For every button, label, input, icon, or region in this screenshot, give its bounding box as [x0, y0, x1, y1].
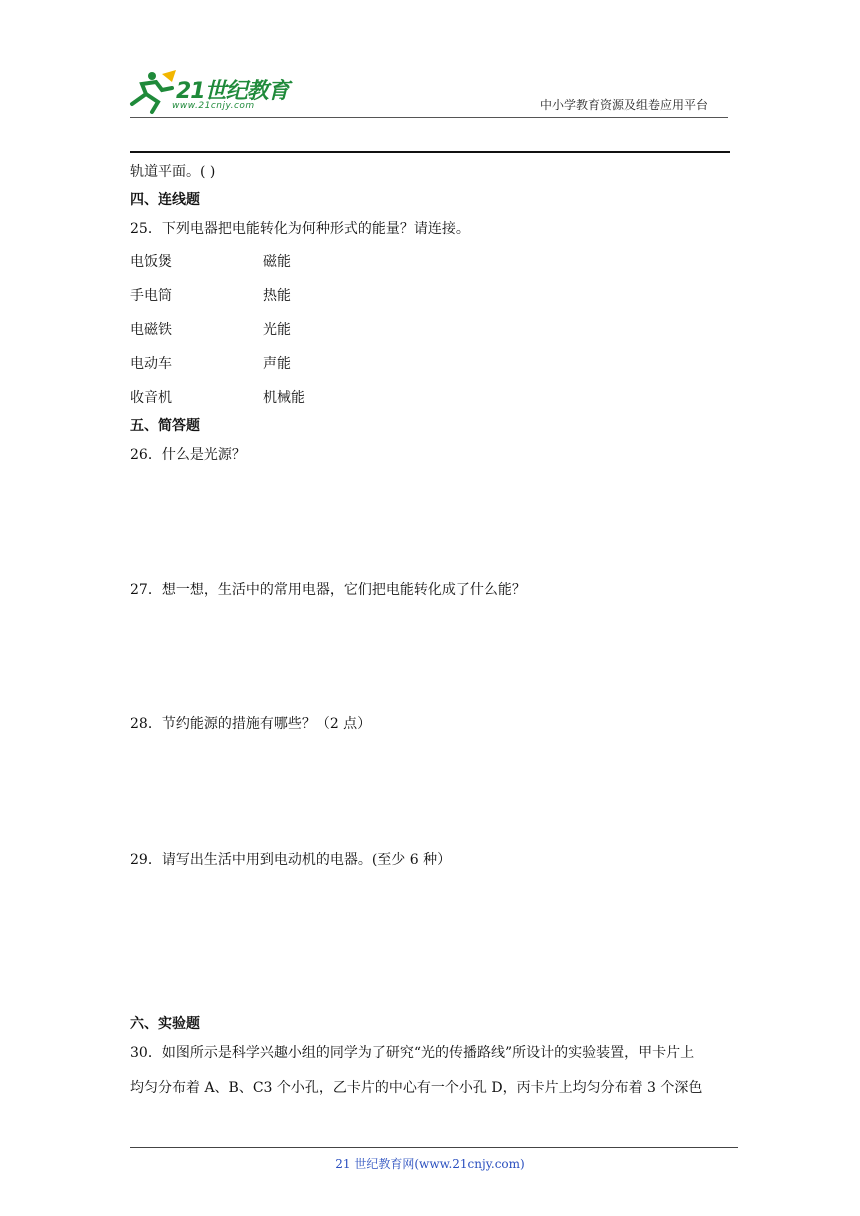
appliance-item: 电饭煲: [130, 254, 172, 270]
question-28: 28．节约能源的措施有哪些？（2 点）: [130, 716, 372, 732]
section-heading-experiment: 六、实验题: [130, 1016, 200, 1032]
question-26: 26．什么是光源？: [130, 447, 246, 463]
question-29: 29．请写出生活中用到电动机的电器。(至少 6 种）: [130, 852, 452, 868]
energy-item: 声能: [263, 356, 291, 372]
section-heading-matching: 四、连线题: [130, 192, 200, 208]
question-30-line-2: 均匀分布着 A、B、C3 个小孔，乙卡片的中心有一个小孔 D，丙卡片上均匀分布着 3 个深色: [130, 1080, 703, 1096]
energy-item: 光能: [263, 322, 291, 338]
continuation-text: 轨道平面。( ): [130, 164, 216, 180]
question-25: 25．下列电器把电能转化为何种形式的能量？请连接。: [130, 221, 470, 237]
runner-icon: [132, 70, 176, 112]
header-tagline: 中小学教育资源及组卷应用平台: [540, 98, 709, 112]
question-30-line-1: 30．如图所示是科学兴趣小组的同学为了研究“光的传播路线”所设计的实验装置，甲卡片上: [130, 1045, 695, 1061]
footer-divider: [130, 1147, 738, 1148]
energy-item: 磁能: [263, 254, 291, 270]
footer-text: 21 世纪教育网(www.21cnjy.com): [335, 1157, 525, 1171]
appliance-item: 电动车: [130, 356, 172, 372]
section-heading-short-answer: 五、简答题: [130, 418, 200, 434]
appliance-item: 电磁铁: [130, 322, 172, 338]
energy-item: 热能: [263, 288, 291, 304]
question-27: 27．想一想，生活中的常用电器，它们把电能转化成了什么能？: [130, 582, 526, 598]
header-divider: [130, 117, 728, 118]
logo-url: www.21cnjy.com: [172, 101, 255, 111]
energy-item: 机械能: [263, 390, 305, 406]
appliance-item: 收音机: [130, 390, 172, 406]
logo-text: 21世纪教育: [176, 79, 289, 104]
content-top-divider: [130, 151, 730, 153]
appliance-item: 手电筒: [130, 288, 172, 304]
